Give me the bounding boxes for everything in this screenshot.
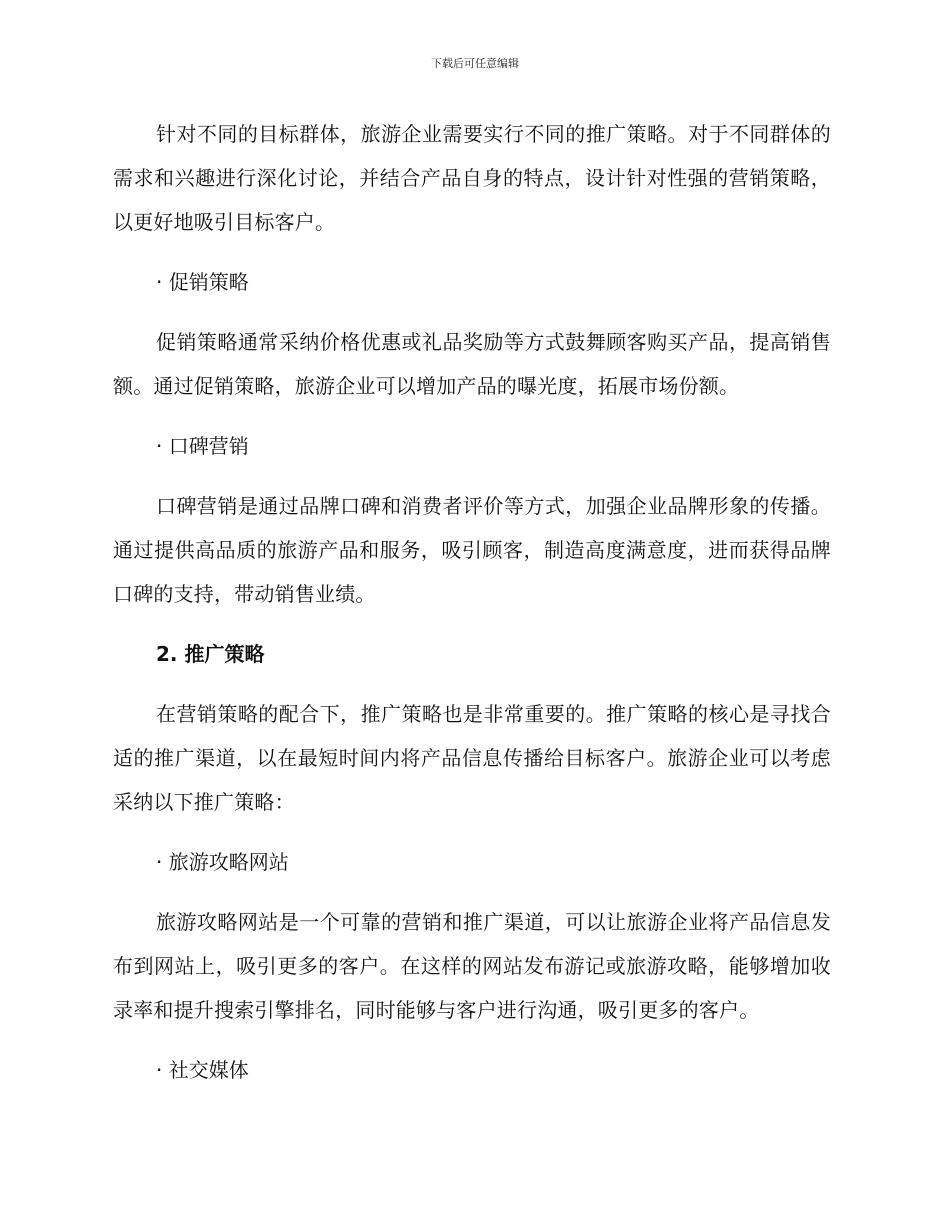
paragraph-promotion-strategy: 促销策略通常采纳价格优惠或礼品奖励等方式鼓舞顾客购买产品，提高销售额。通过促销策略，旅游企业可以增加产品的曝光度，拓展市场份额。 bbox=[113, 330, 831, 398]
bullet-travel-guide-sites: · 旅游攻略网站 bbox=[156, 850, 289, 874]
page-header-note: 下载后可任意编辑 bbox=[431, 57, 519, 70]
paragraph-travel-guide-sites: 旅游攻略网站是一个可靠的营销和推广渠道，可以让旅游企业将产品信息发布到网站上，吸引更多的客户。在这样的网站发布游记或旅游攻略，能够增加收录率和提升搜索引擎排名，同时能够与客户进行沟通，吸引更多的客户。 bbox=[113, 910, 831, 1022]
paragraph-word-of-mouth: 口碑营销是通过品牌口碑和消费者评价等方式，加强企业品牌形象的传播。通过提供高品质的旅游产品和服务，吸引顾客，制造高度满意度，进而获得品牌口碑的支持，带动销售业绩。 bbox=[113, 494, 831, 606]
paragraph-promotion-intro: 在营销策略的配合下，推广策略也是非常重要的。推广策略的核心是寻找合适的推广渠道，以在最短时间内将产品信息传播给目标客户。旅游企业可以考虑采纳以下推广策略： bbox=[113, 702, 831, 814]
bullet-word-of-mouth: · 口碑营销 bbox=[156, 434, 249, 458]
paragraph-target-groups: 针对不同的目标群体，旅游企业需要实行不同的推广策略。对于不同群体的需求和兴趣进行深化讨论，并结合产品自身的特点，设计针对性强的营销策略，以更好地吸引目标客户。 bbox=[113, 122, 831, 234]
bullet-promotion-strategy: · 促销策略 bbox=[156, 270, 249, 294]
bullet-social-media: · 社交媒体 bbox=[156, 1058, 249, 1082]
document-body bbox=[113, 112, 831, 1108]
section-heading-promotion: 2. 推广策略 bbox=[156, 642, 265, 666]
